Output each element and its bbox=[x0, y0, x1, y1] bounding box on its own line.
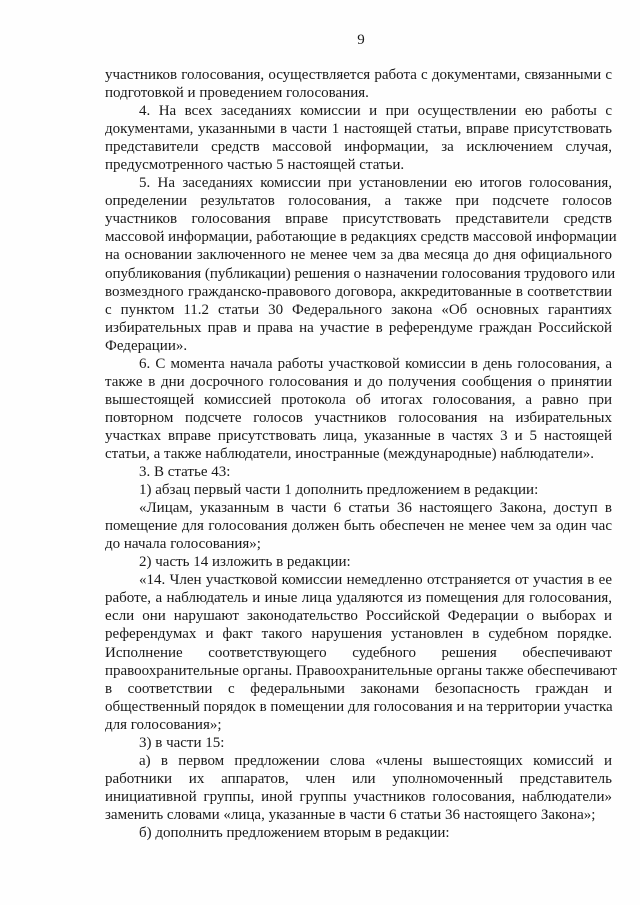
text-line: также в дни досрочного голосования и до получения сообщения о принятии bbox=[105, 373, 612, 390]
document-body bbox=[105, 66, 617, 842]
text-line: 3) в части 15: bbox=[139, 734, 225, 751]
paragraph-part-5 bbox=[105, 174, 617, 354]
text-line: 6. С момента начала работы участковой комиссии в день голосования, а bbox=[139, 355, 612, 372]
text-line: массовой информации, работающие в редакциях средств массовой информации bbox=[105, 229, 617, 246]
text-line: «14. Член участковой комиссии немедленно отстраняется от участия в ее bbox=[139, 572, 612, 589]
subitem-3a bbox=[105, 752, 612, 824]
text-line: 4. На всех заседаниях комиссии и при осуществлении ею работы с bbox=[139, 103, 612, 120]
quoted-insertion bbox=[105, 499, 612, 553]
text-line: если они нарушают законодательство Российской Федерации о выборах и bbox=[105, 608, 612, 625]
text-line: инициативной группы, иной группы участников голосования, наблюдатели» bbox=[105, 788, 612, 805]
text-line: б) дополнить предложением вторым в редакции: bbox=[139, 824, 450, 841]
subitem-3b bbox=[105, 824, 612, 842]
text-line: участников голосования, осуществляется работа с документами, связанными с bbox=[105, 67, 612, 83]
page-number: 9 bbox=[357, 32, 365, 48]
text-line: опубликования (публикации) решения о назначении голосования трудового или bbox=[105, 265, 616, 282]
text-line: в соответствии с федеральными законами безопасность граждан и bbox=[105, 680, 612, 697]
text-line: представители средств массовой информации, за исключением случая, bbox=[105, 139, 612, 156]
text-line: заменить словами «лица, указанные в части 6 статьи 36 настоящего Закона»; bbox=[105, 806, 596, 823]
text-line: 5. На заседаниях комиссии при установлении ею итогов голосования, bbox=[139, 175, 612, 192]
text-line: с пунктом 11.2 статьи 30 Федерального закона «Об основных гарантиях bbox=[105, 301, 612, 318]
text-line: общественный порядок в помещении для голосования и на территории участка bbox=[105, 698, 613, 715]
text-line: до начала голосования»; bbox=[105, 536, 261, 553]
paragraph-continuation bbox=[105, 66, 612, 102]
text-line: правоохранительные органы. Правоохранительные органы также обеспечивают bbox=[105, 662, 617, 679]
text-line: определении результатов голосования, а также при подсчете голосов bbox=[105, 193, 612, 210]
text-line: 2) часть 14 изложить в редакции: bbox=[139, 554, 351, 571]
text-line: статьи, а также наблюдатели, иностранные (международные) наблюдатели». bbox=[105, 445, 595, 462]
text-line: участках вправе присутствовать лица, указанные в частях 3 и 5 настоящей bbox=[105, 427, 612, 444]
subitem-1 bbox=[105, 481, 612, 499]
text-line: документами, указанными в части 1 настоящей статьи, вправе присутствовать bbox=[105, 121, 612, 138]
text-line: для голосования»; bbox=[105, 716, 222, 733]
text-line: повторном подсчете голосов участников голосования на избирательных bbox=[105, 409, 612, 426]
text-line: предусмотренного частью 5 настоящей статьи. bbox=[105, 157, 405, 174]
text-line: работники их аппаратов, член или уполномоченный представитель bbox=[105, 770, 612, 787]
quoted-part-14 bbox=[105, 571, 617, 733]
text-line: «Лицам, указанным в части 6 статьи 36 настоящего Закона, доступ в bbox=[139, 500, 612, 517]
paragraph-part-6 bbox=[105, 355, 612, 463]
text-line: 1) абзац первый части 1 дополнить предложением в редакции: bbox=[139, 482, 539, 499]
text-line: 3. В статье 43: bbox=[139, 464, 231, 481]
text-line: Федерации». bbox=[105, 337, 188, 354]
text-line: референдумах и факт такого нарушения установлен в судебном порядке. bbox=[105, 626, 612, 643]
text-line: участников голосования вправе присутствовать представители средств bbox=[105, 211, 612, 228]
text-line: Исполнение соответствующего судебного решения обеспечивают bbox=[105, 644, 612, 661]
text-line: подготовкой и проведением голосования. bbox=[105, 85, 369, 102]
text-line: работе, а наблюдатель и иные лица удаляются из помещения для голосования, bbox=[105, 590, 612, 607]
amendment-heading-article-43 bbox=[105, 463, 612, 481]
text-line: на основании заключенного не менее чем за два месяца до дня официального bbox=[105, 247, 612, 264]
text-line: вышестоящей комиссией протокола об итогах голосования, а равно при bbox=[105, 391, 612, 408]
paragraph-part-4 bbox=[105, 102, 612, 174]
subitem-2 bbox=[105, 553, 612, 571]
text-line: возмездного гражданско-правового договора, аккредитованные в соответствии bbox=[105, 283, 612, 300]
text-line: а) в первом предложении слова «члены вышестоящих комиссий и bbox=[139, 752, 612, 769]
text-line: помещение для голосования должен быть обеспечен не менее чем за один час bbox=[105, 518, 612, 535]
text-line: избирательных прав и права на участие в референдуме граждан Российской bbox=[105, 319, 612, 336]
subitem-3 bbox=[105, 734, 612, 752]
